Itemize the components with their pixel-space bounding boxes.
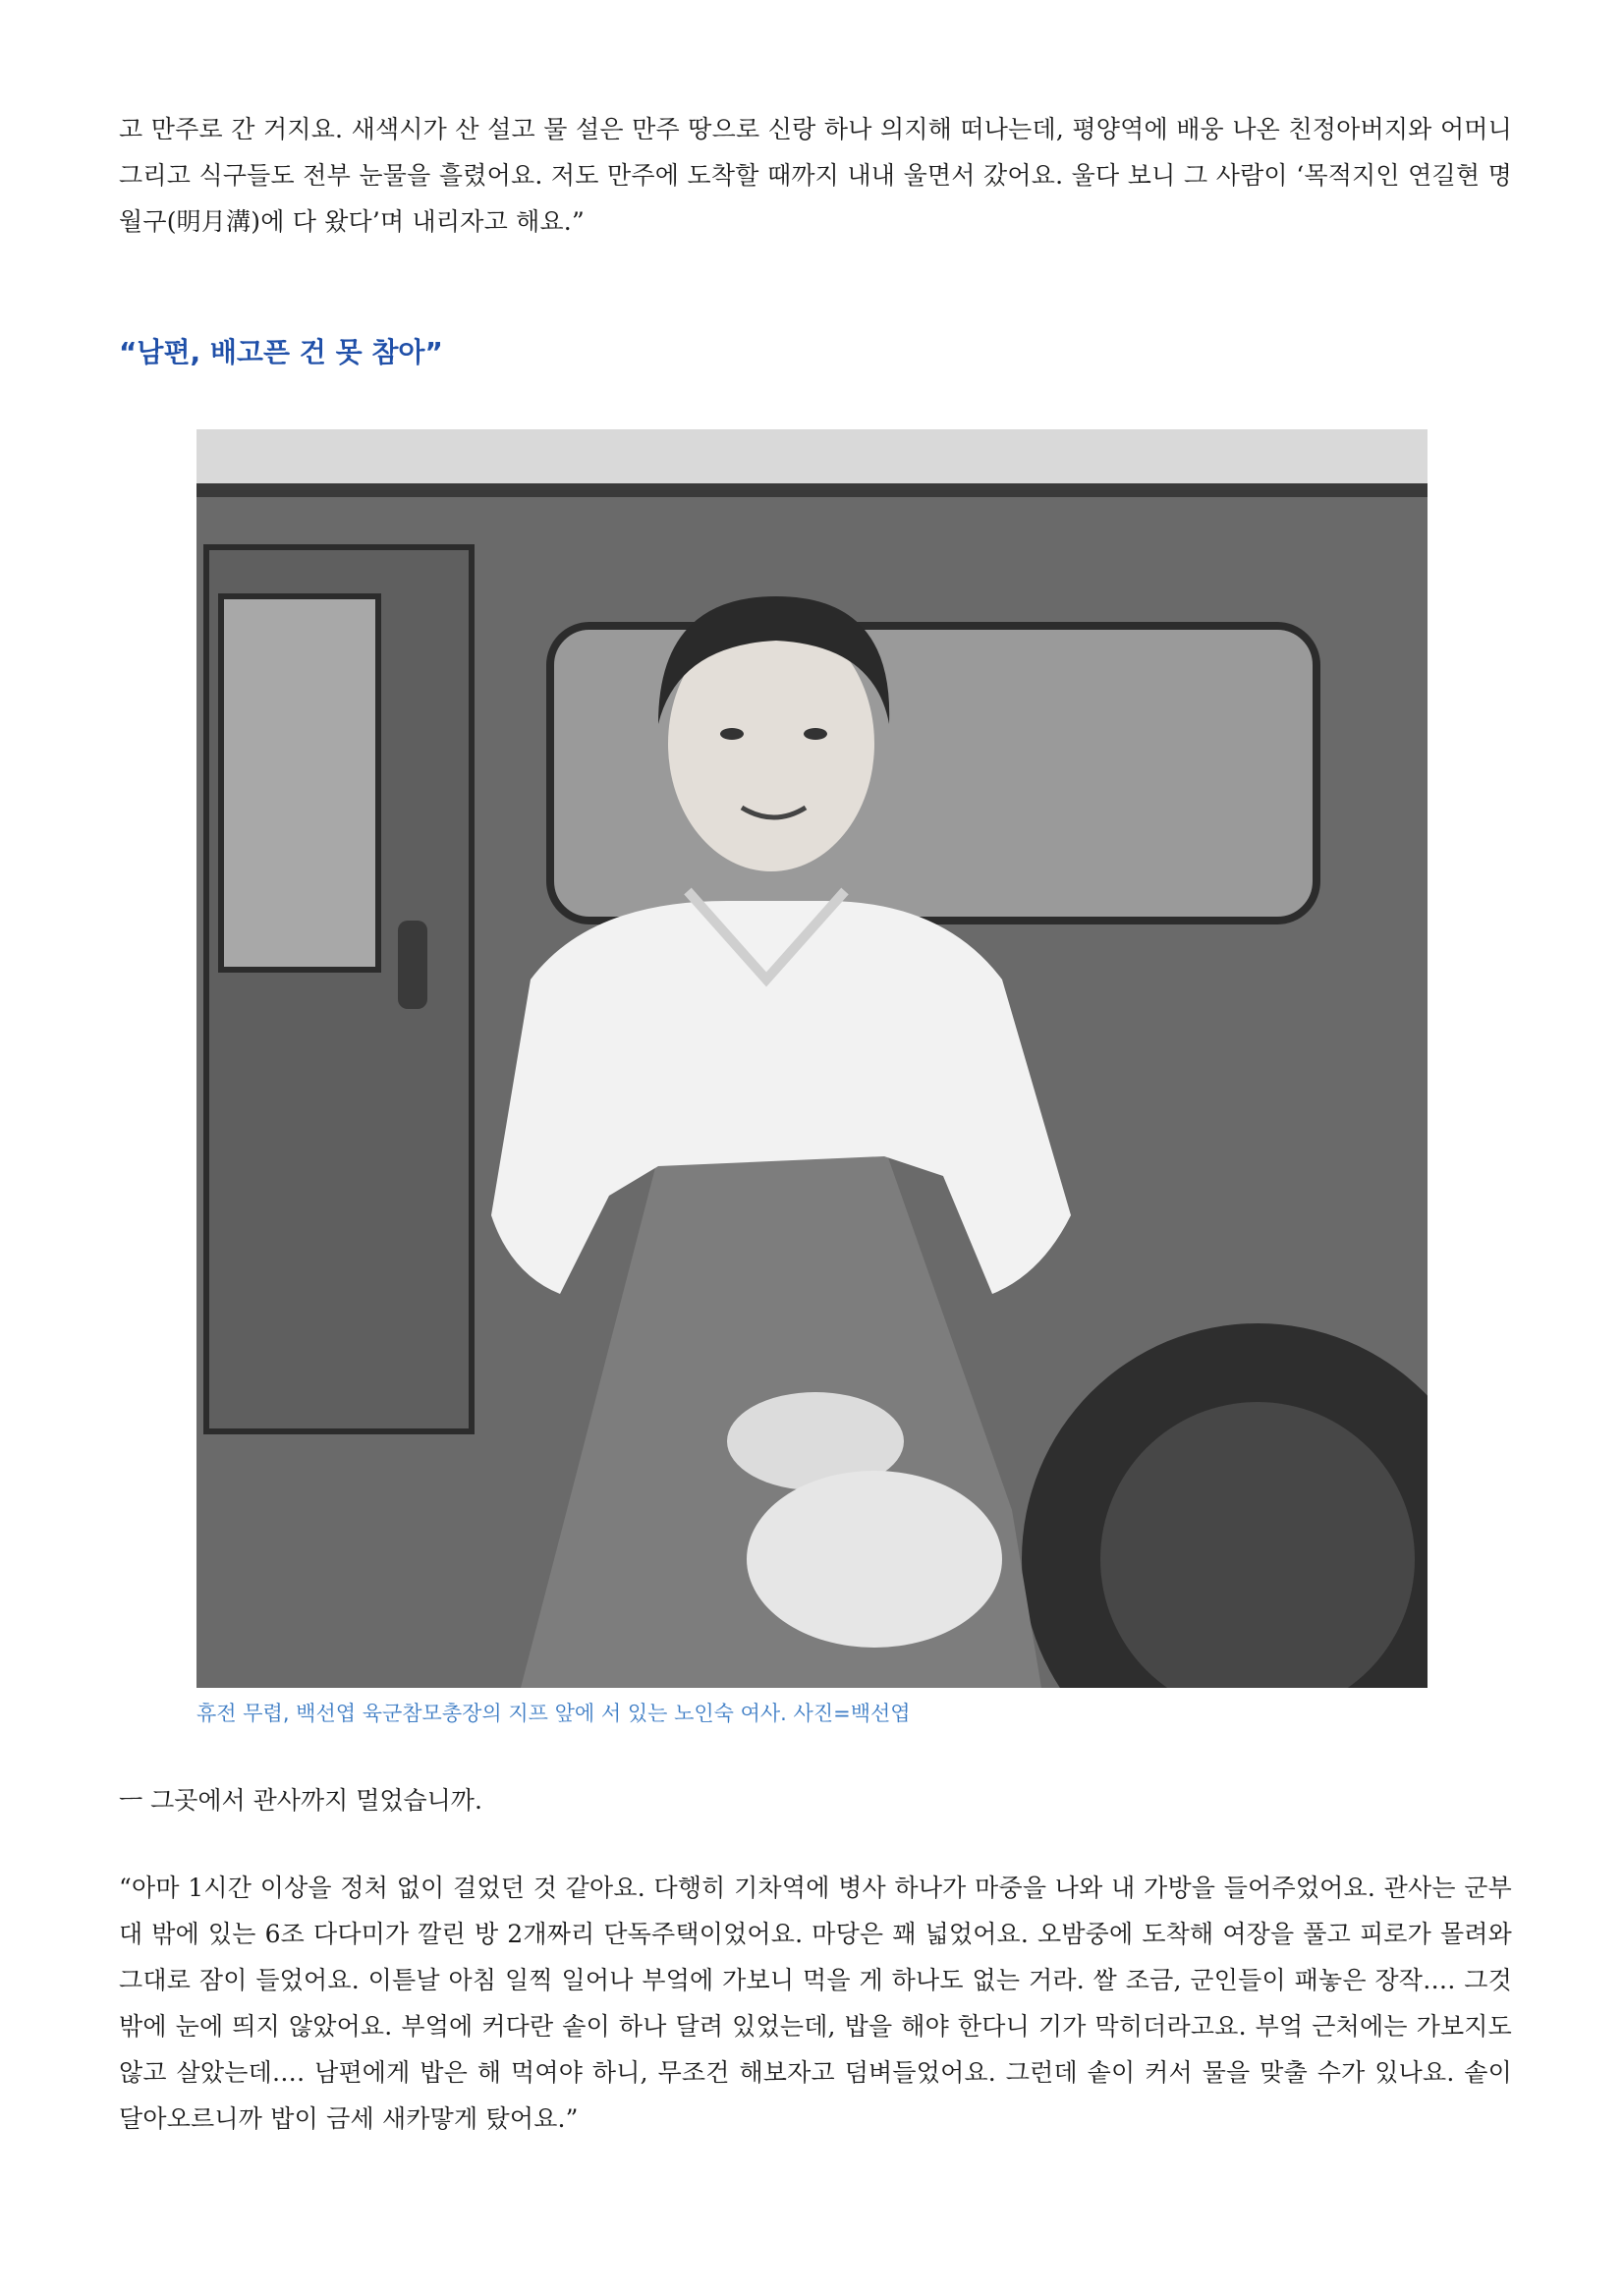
section-heading: “남편, 배고픈 건 못 참아” xyxy=(119,336,443,368)
body-paragraph-1: 고 만주로 간 거지요. 새색시가 산 설고 물 설은 만주 땅으로 신랑 하나 의지해 떠나는데, 평양역에 배웅 나온 친정아버지와 어머니 그리고 식구들도 전부 눈물을 흘렸어요. 저도 만주에 도착할 때까지 내내 울면서 갔어요. 울다 보니 그 사람이 ‘목적지인 연길현 명월구(明月溝)에 다 왔다’며 내리자고 해요.” xyxy=(119,115,1512,236)
body-paragraph-2: “아마 1시간 이상을 정처 없이 걸었던 것 같아요. 다행히 기차역에 병사 하나가 마중을 나와 내 가방을 들어주었어요. 관사는 군부대 밖에 있는 6조 다다미가 깔린 방 2개짜리 단독주택이었어요. 마당은 꽤 넓었어요. 오밤중에 도착해 여장을 풀고 피로가 몰려와 그대로 잠이 들었어요. 이튿날 아침 일찍 일어나 부엌에 가보니 먹을 게 하나도 없는 거라. 쌀 조금, 군인들이 패놓은 장작…. 그것밖에 눈에 띄지 않았어요. 부엌에 커다란 솥이 하나 달려 있었는데, 밥을 해야 한다니 기가 막히더라고요. 부엌 근처에는 가보지도 않고 살았는데…. 남편에게 밥은 해 먹여야 하니, 무조건 해보자고 덤벼들었어요. 그런데 솥이 커서 물을 맞출 수가 있나요. 솥이 달아오르니까 밥이 금세 새카맣게 탔어요.” xyxy=(119,1874,1512,2133)
historical-photo xyxy=(196,429,1428,1688)
photo-caption: 휴전 무렵, 백선엽 육군참모총장의 지프 앞에 서 있는 노인숙 여사. 사진=백선엽 xyxy=(196,1702,911,1725)
interview-question: ㅡ 그곳에서 관사까지 멀었습니까. xyxy=(119,1786,482,1815)
photo-illustration xyxy=(196,429,1428,1688)
